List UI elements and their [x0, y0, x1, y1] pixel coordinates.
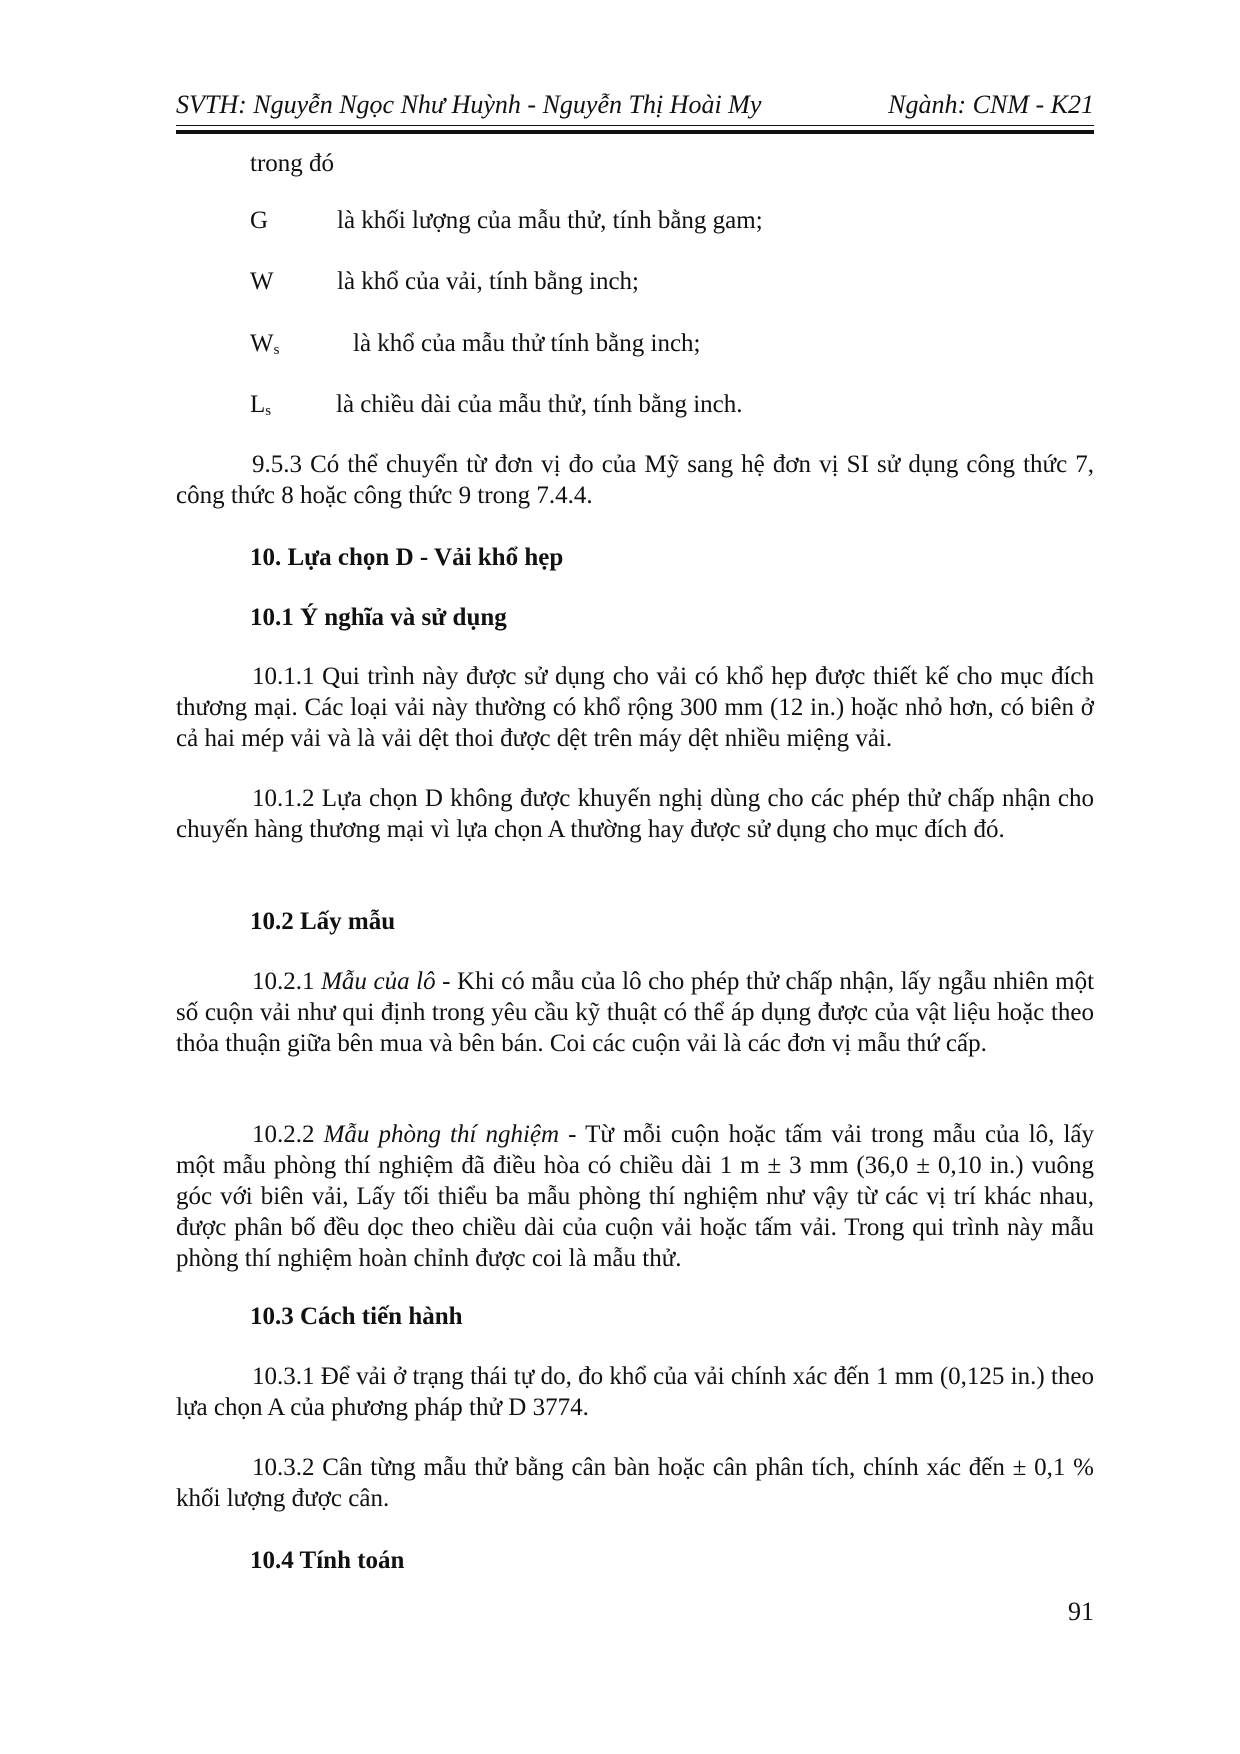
heading-10-2: 10.2 Lấy mẫu: [250, 908, 396, 935]
def-text-ws: là khổ của mẫu thử tính bằng inch;: [353, 330, 701, 357]
def-text-w: là khổ của vải, tính bằng inch;: [337, 268, 640, 295]
header-rule-thin: [176, 125, 1094, 126]
page-number: 91: [1068, 1597, 1094, 1626]
paragraph-9-5-3: 9.5.3 Có thể chuyển từ đơn vị đo của Mỹ sang hệ đơn vị SI sử dụng công thức 7, công thức 8 hoặc công thức 9 trong 7.4.4.: [176, 451, 1094, 509]
def-symbol-ls: $L_s$: [250, 391, 272, 419]
heading-10-3: 10.3 Cách tiến hành: [250, 1303, 463, 1330]
paragraph-10-2-2: 10.2.2 Mẫu phòng thí nghiệm - Từ mỗi cuộn hoặc tấm vải trong mẫu của lô, lấy một mẫu phòng thí nghiệm đã điều hòa có chiều dài 1 m ± 3 mm (36,0 ± 0,10 in.) vuông góc với biên vải, Lấy tối thiểu ba mẫu phòng thí nghiệm như vậy từ các vị trí khác nhau, được phân bố đều dọc theo chiều dài của cuộn vải hoặc tấm vải. Trong qui trình này mẫu phòng thí nghiệm hoàn chỉnh được coi là mẫu thử.: [176, 1121, 1095, 1272]
page-header: [176, 88, 1094, 122]
header-authors: SVTH: Nguyễn Ngọc Như Huỳnh - Nguyễn Thị Hoài My: [176, 90, 762, 119]
header-rule-thick: [176, 130, 1094, 134]
def-symbol-g: G: [250, 207, 269, 234]
paragraph-10-3-2: 10.3.2 Cân từng mẫu thử bằng cân bàn hoặc cân phân tích, chính xác đến ± 0,1 % khối lượng được cân.: [176, 1454, 1094, 1512]
heading-10: 10. Lựa chọn D - Vải khổ hẹp: [250, 544, 564, 571]
heading-10-4: 10.4 Tính toán: [250, 1547, 405, 1574]
header-major: Ngành: CNM - K21: [888, 90, 1094, 119]
intro-text: trong đó: [250, 150, 335, 177]
def-symbol-ws: $W_s$: [250, 330, 280, 358]
term-lab-sample: Mẫu phòng thí nghiệm: [323, 1121, 560, 1148]
paragraph-10-1-1: 10.1.1 Qui trình này được sử dụng cho vải có khổ hẹp được thiết kế cho mục đích thương mại. Các loại vải này thường có khổ rộng 300 mm (12 in.) hoặc nhỏ hơn, có biên ở cả hai mép vải và là vải dệt thoi được dệt trên máy dệt nhiều miệng vải.: [176, 663, 1094, 752]
paragraph-10-1-2: 10.1.2 Lựa chọn D không được khuyến nghị dùng cho các phép thử chấp nhận cho chuyến hàng thương mại vì lựa chọn A thường hay được sử dụng cho mục đích đó.: [176, 785, 1094, 843]
def-symbol-w: W: [250, 268, 274, 295]
term-lot-sample: Mẫu của lô: [321, 968, 436, 995]
def-text-g: là khối lượng của mẫu thử, tính bằng gam;: [337, 207, 763, 234]
heading-10-1: 10.1 Ý nghĩa và sử dụng: [250, 604, 507, 631]
paragraph-10-3-1: 10.3.1 Để vải ở trạng thái tự do, đo khổ của vải chính xác đến 1 mm (0,125 in.) theo lựa chọn A của phương pháp thử D 3774.: [176, 1363, 1094, 1421]
paragraph-10-2-1: 10.2.1 Mẫu của lô - Khi có mẫu của lô cho phép thử chấp nhận, lấy ngẫu nhiên một số cuộn vải như qui định trong yêu cầu kỹ thuật có thể áp dụng được của vật liệu hoặc theo thỏa thuận giữa bên mua và bên bán. Coi các cuộn vải là các đơn vị mẫu thứ cấp.: [176, 968, 1095, 1057]
def-text-ls: là chiều dài của mẫu thử, tính bằng inch.: [336, 391, 743, 418]
